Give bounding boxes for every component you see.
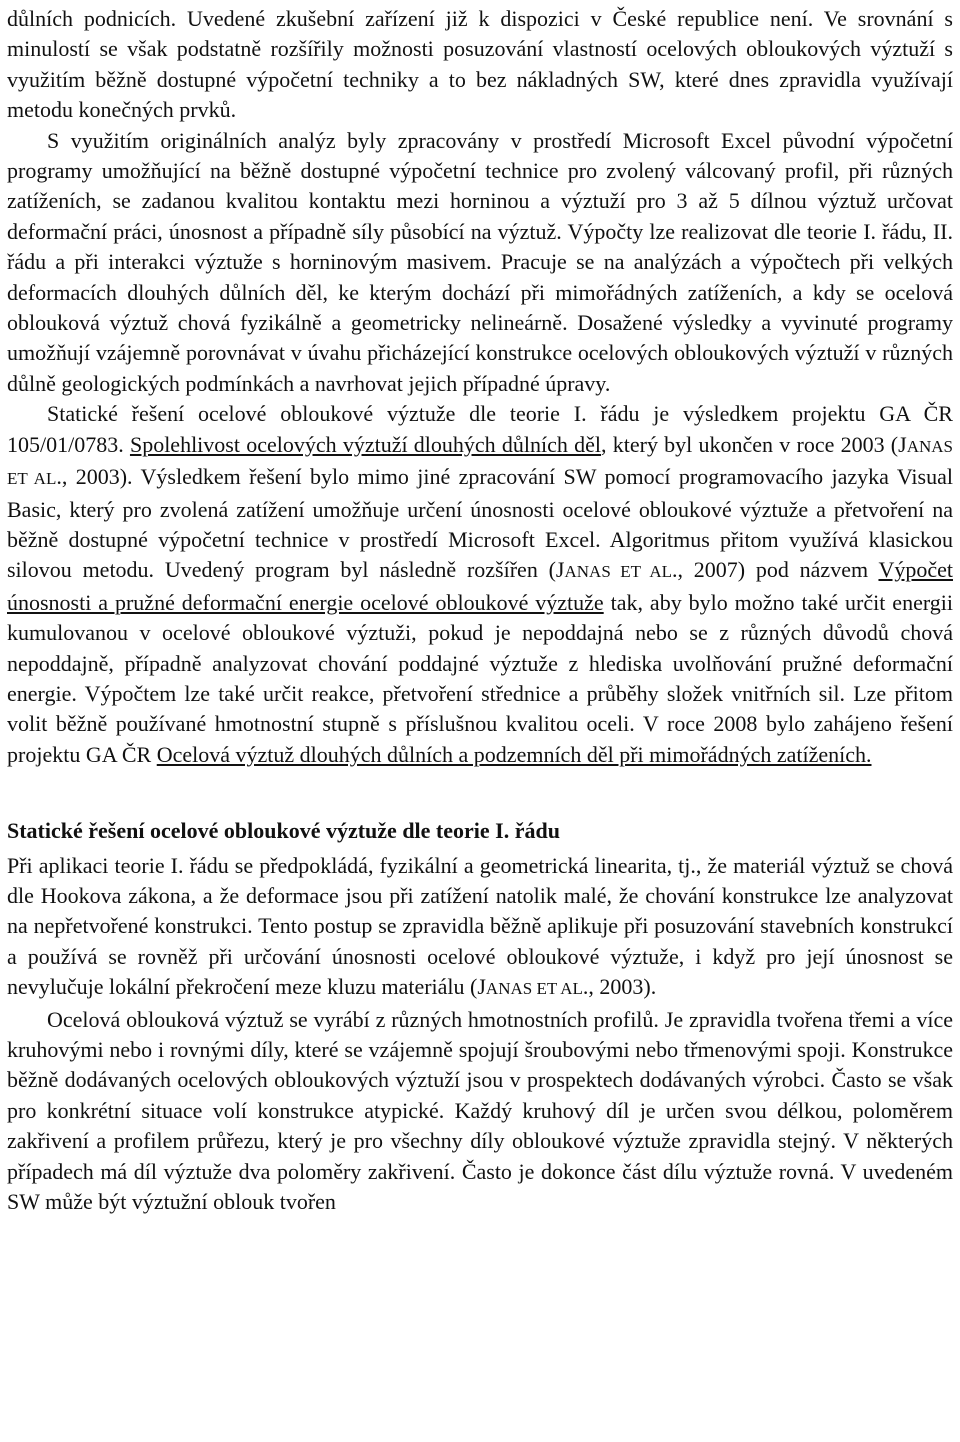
paragraph-projects <box>7 399 953 770</box>
text-run: Statické řešení ocelové obloukové výztuže dle teorie I. řádu je výsledkem projektu GA ČR 105/01/0783. <box>7 401 953 457</box>
document-page <box>7 4 953 1217</box>
text-run: ., 2003). Výsledkem řešení bylo mimo jiné zpracování SW pomocí programovacího jazyka Visual Basic, který pro zvolená zatížení umožňuje určení únosnosti ocelové obloukové výztuže a přetvoření na běžně dostupné výpočetní technice v prostředí Microsoft Excel. Algoritmus přitom využívá klasickou silovou metodu. Uvedený program byl následně rozšířen (J <box>7 464 953 583</box>
paragraph-arch-support: Ocelová oblouková výztuž se vyrábí z různých hmotnostních profilů. Je zpravidla tvořena třemi a více kruhovými nebo i rovnými díly, které se vzájemně spojují šroubovými nebo třmenovými spoji. Konstrukce běžně dodávaných ocelových obloukových výztuží jsou v prospektech dodávaných výrobci. Často se však pro konkrétní situace volí konstrukce atypické. Každý kruhový díl je určen svou délkou, poloměrem zakřivení a profilem průřezu, který je pro všechny díly obloukové výztuže zpravidla stejný. V některých případech má díl výztuže dva poloměry zakřivení. Často je dokonce část dílu výztuže rovná. V uvedeném SW může být výztužní oblouk tvořen <box>7 1006 953 1215</box>
citation-smallcaps: ANAS ET AL <box>7 436 953 489</box>
text-run: tak, aby bylo možno také určit energii kumulovanou v ocelové obloukové výztuži, pokud je nepoddajná nebo se z různých důvodů chová nepoddajně, případně analyzovat chování poddajné výztuže z hlediska uvolňování pružné deformační energie. Výpočtem lze také určit reakce, přetvoření střednice a průběhy složek vnitřních sil. Lze přitom volit běžně používané hmotnostní stupně s příslušnou kvalitou oceli. V roce 2008 bylo zahájeno řešení projektu GA ČR <box>7 589 953 767</box>
citation-smallcaps: ANAS ET AL <box>564 562 673 582</box>
paragraph-programs: S využitím originálních analýz byly zpracovány v prostředí Microsoft Excel původní výpočetní programy umožňující na běžně dostupné výpočetní technice pro zvolený válcovaný profil, při různých zatíženích, se zadanou kvalitou kontaktu mezi horninou a výztuží pro 3 až 5 dílnou výztuž určovat deformační práci, únosnost a případně síly působící na výztuž. Výpočty lze realizovat dle teorie I. řádu, II. řádu a při interakci výztuže s horninovým masivem. Pracuje se na analýzách a výpočtech při velkých deformacích dlouhých důlních děl, ke kterým dochází při mimořádných zatíženích, a kdy se ocelová oblouková výztuž chová fyzikálně a geometricky nelineárně. Dosažené výsledky a vyvinuté programy umožňují vzájemně porovnávat v úvahu přicházející konstrukce ocelových obloukových výztuží v různých důlně geologických podmínkách a navrhovat jejich případné úpravy. <box>7 127 953 396</box>
text-run: ., 2003). <box>582 974 657 1000</box>
paragraph-intro: důlních podnicích. Uvedené zkušební zařízení již k dispozici v České republice není. Ve srovnání s minulostí se však podstatně rozšířily možnosti posuzování vlastností ocelových obloukových výztuží s využitím běžně dostupné výpočetní techniky a to bez nákladných SW, které dnes zpravidla využívají metodu konečných prvků. <box>7 6 953 123</box>
text-run: , který byl ukončen v roce 2003 (J <box>601 431 907 457</box>
citation-smallcaps: ANAS ET AL <box>485 979 583 999</box>
text-run: ., 2007) pod názvem <box>672 557 879 583</box>
project-title-reliability: Spolehlivost ocelových výztuží dlouhých důlních děl <box>129 431 602 457</box>
project-title-steel-support: Ocelová výztuž dlouhých důlních a podzemních děl při mimořádných zatíženích. <box>156 741 872 767</box>
program-title-calculation: Výpočet únosnosti a pružné deformační energie ocelové obloukové výztuže <box>7 557 953 615</box>
section-heading: Statické řešení ocelové obloukové výztuže dle teorie I. řádu <box>7 818 560 844</box>
paragraph-first-order-theory <box>7 851 953 1005</box>
text-run: Při aplikaci teorie I. řádu se předpokládá, fyzikální a geometrická linearita, tj., že materiál výztuž se chová dle Hookova zákona, a že deformace jsou při zatížení natolik malé, že chování konstrukce lze analyzovat na nepřetvořené konstrukci. Tento postup se zpravidla běžně aplikuje při posuzování stavebních konstrukcí a používá se rovněž při určování únosnosti ocelové obloukové výztuže, i když pro její únosnost se nevylučuje lokální překročení meze kluzu materiálu (J <box>7 852 953 1000</box>
